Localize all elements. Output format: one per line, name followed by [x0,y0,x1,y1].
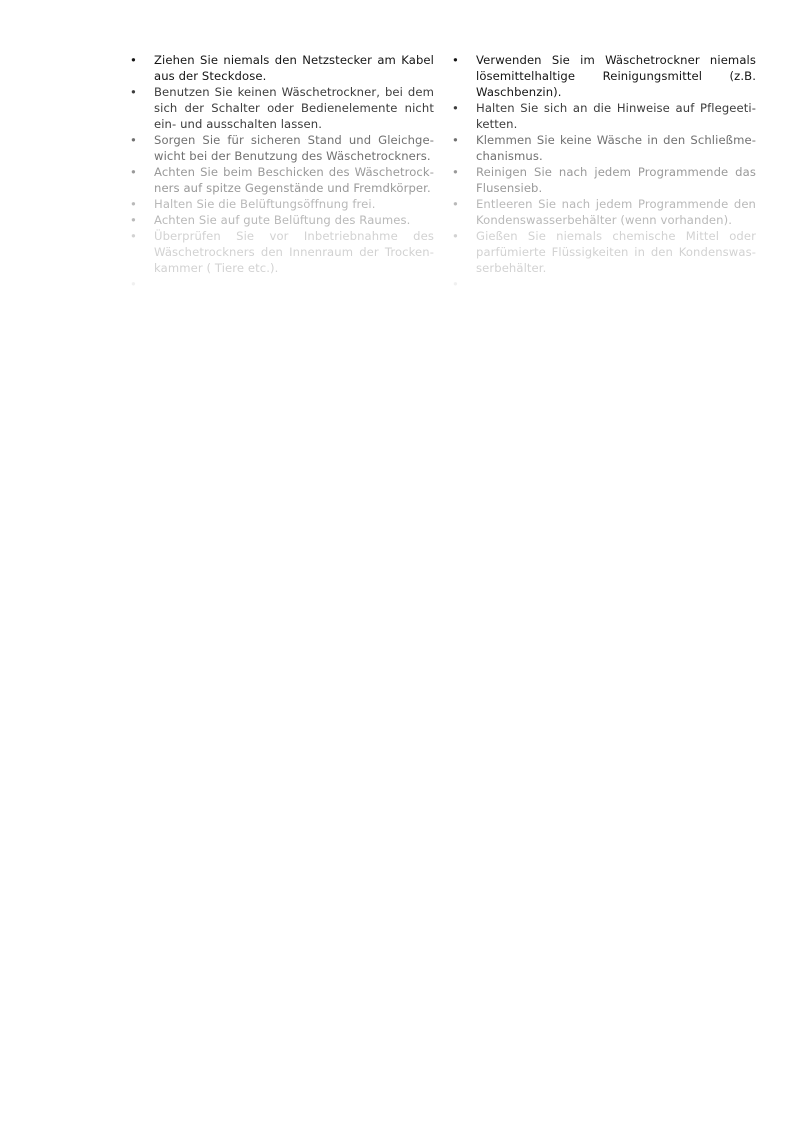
list-item-text: Sorgen Sie für sicheren Stand und Gleichge-wicht bei der Benutzung des Wäschetrockners. [154,133,434,163]
bullet-marker: • [130,53,137,67]
list-item-text: Ziehen Sie niemals den Netzstecker am Kabel aus der Steckdose. [154,53,434,83]
list-item [130,164,434,196]
list-item-text: Überprüfen Sie vor Inbetriebnahme des Wäschetrockners den Innenraum der Trocken-kammer ( Tiere etc.). [154,229,434,275]
bullet-marker: • [452,53,459,67]
bullet-marker: • [130,277,137,286]
list-item [452,52,756,100]
bullet-marker: • [452,277,459,286]
list-item-text: Benutzen Sie keinen Wäschetrockner, bei dem sich der Schalter oder Bedienelemente nicht ein- und ausschalten lassen. [154,85,434,131]
bullet-marker: • [130,85,137,99]
bullet-marker: • [130,165,137,179]
list-item [130,228,434,276]
right-bullet-list [452,52,756,286]
list-item-text: Achten Sie auf gute Belüftung des Raumes. [154,213,411,227]
list-item-text: Halten Sie die Belüftungsöffnung frei. [154,197,376,211]
bullet-marker: • [452,165,459,179]
list-item [452,100,756,132]
bullet-marker: • [452,133,459,147]
list-item-text: Achten Sie beim Beschicken des Wäschetrock-ners auf spitze Gegenstände und Fremdkörper. [154,165,434,195]
list-item [130,212,434,228]
bullet-marker: • [452,197,459,211]
list-item-text: Reinigen Sie nach jedem Programmende das Flusensieb. [476,165,756,195]
bullet-marker: • [130,197,137,211]
list-item [130,52,434,84]
list-item-text: Halten Sie sich an die Hinweise auf Pflegeeti-ketten. [476,101,756,131]
bullet-marker: • [452,229,459,243]
list-item [452,164,756,196]
list-item-text: Entleeren Sie nach jedem Programmende den Kondenswasserbehälter (wenn vorhanden). [476,197,756,227]
list-item [130,196,434,212]
list-item-text: Verwenden Sie im Wäschetrockner niemals lösemittelhaltige Reinigungsmittel (z.B. Waschbenzin). [476,53,756,99]
list-item-text: Klemmen Sie keine Wäsche in den Schließme-chanismus. [476,133,756,163]
bullet-marker: • [130,229,137,243]
list-item [130,132,434,164]
list-item [452,196,756,228]
bullet-marker: • [452,101,459,115]
list-item [452,228,756,276]
bullet-marker: • [130,213,137,227]
list-item-faded [452,276,756,286]
left-bullet-list [130,52,434,286]
list-item-text: Gießen Sie niemals chemische Mittel oder parfümierte Flüssigkeiten in den Kondenswas-serbehälter. [476,229,756,275]
bullet-marker: • [130,133,137,147]
list-item [452,132,756,164]
list-item-faded [130,276,434,286]
list-item [130,84,434,132]
